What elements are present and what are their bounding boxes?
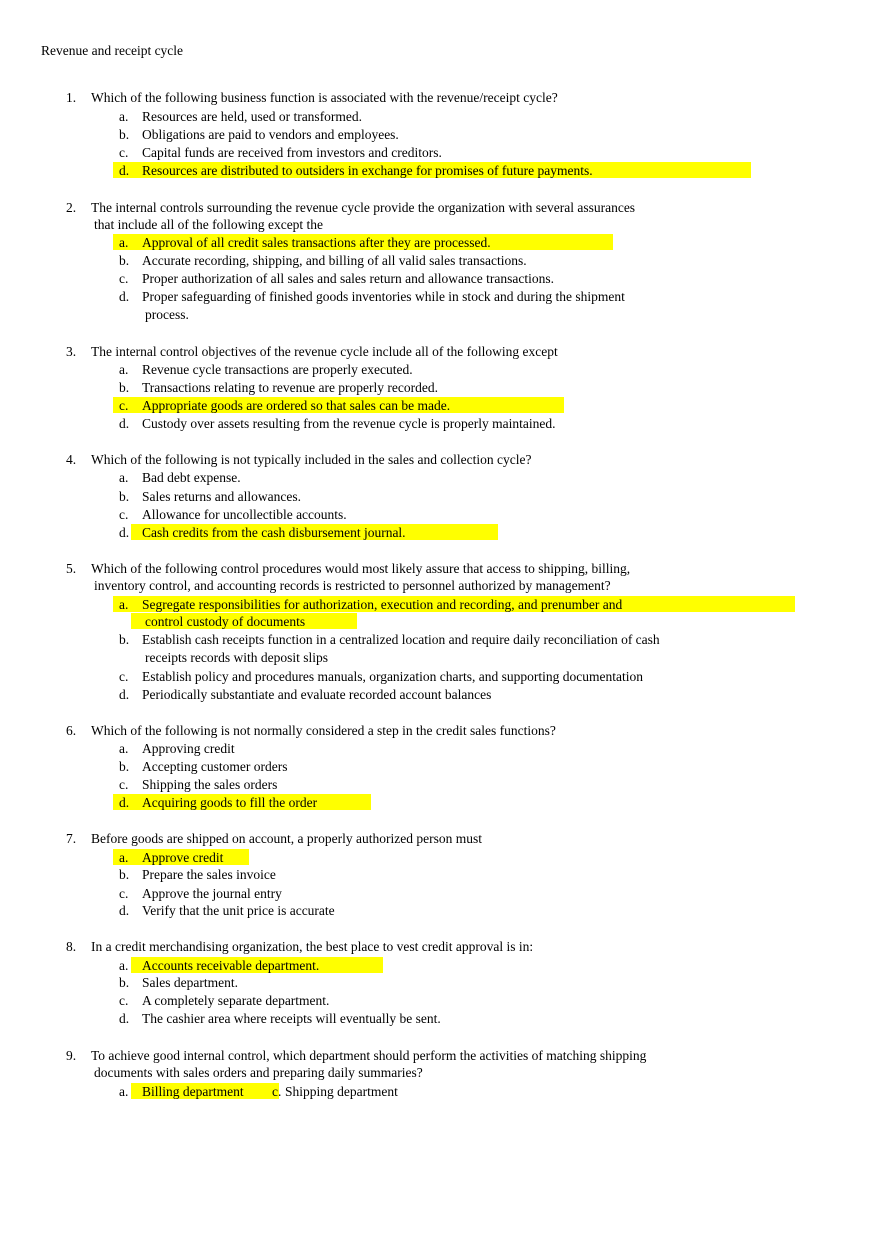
option-text: Sales department. (142, 975, 238, 990)
option-letter: a. (119, 1084, 129, 1099)
option-text: Obligations are paid to vendors and employees. (142, 127, 399, 142)
option-text: Prepare the sales invoice (142, 867, 276, 882)
option-text: Proper authorization of all sales and sales return and allowance transactions. (142, 271, 554, 286)
option-letter: a. (119, 109, 129, 124)
question-number: 8. (66, 939, 77, 954)
option-text: Transactions relating to revenue are properly recorded. (142, 380, 439, 395)
question-number: 7. (66, 831, 77, 846)
option-letter: a. (119, 958, 129, 973)
option-text: Approve credit (142, 850, 224, 865)
option-text: receipts records with deposit slips (145, 650, 328, 665)
question-text: Which of the following is not typically included in the sales and collection cycle? (91, 452, 532, 467)
option-text: Allowance for uncollectible accounts. (142, 507, 347, 522)
option-text: Acquiring goods to fill the order (142, 795, 318, 810)
option-letter: d. (119, 687, 130, 702)
question-text: The internal control objectives of the revenue cycle include all of the following except (91, 344, 558, 359)
question-number: 4. (66, 452, 77, 467)
option-text: control custody of documents (145, 614, 306, 629)
option-letter: b. (119, 489, 130, 504)
option-text: Accounts receivable department. (142, 958, 320, 973)
question-number: 1. (66, 90, 77, 105)
question-text: Which of the following control procedures would most likely assure that access to shipping, billing, (91, 561, 631, 576)
option-text: Establish policy and procedures manuals, organization charts, and supporting documentation (142, 669, 644, 684)
option-text: process. (145, 307, 189, 322)
option-text: Revenue cycle transactions are properly executed. (142, 362, 413, 377)
option-letter: d. (119, 903, 130, 918)
option-letter: b. (119, 380, 130, 395)
option-letter: c. (119, 669, 129, 684)
option-letter: c. (119, 271, 129, 286)
option-text: Resources are distributed to outsiders in exchange for promises of future payments. (142, 163, 593, 178)
option-text: Billing department (142, 1084, 244, 1099)
option-letter: d. (119, 525, 130, 540)
question-text: To achieve good internal control, which department should perform the activities of matching shipping (91, 1048, 647, 1063)
option-letter: a. (119, 235, 129, 250)
option-letter: d. (119, 289, 130, 304)
option-letter: d. (119, 1011, 130, 1026)
question-number: 9. (66, 1048, 77, 1063)
option-text: Proper safeguarding of finished goods inventories while in stock and during the shipment (142, 289, 625, 304)
question-text: that include all of the following except the (94, 217, 324, 232)
question-number: 3. (66, 344, 77, 359)
question-number: 5. (66, 561, 77, 576)
option-text: The cashier area where receipts will eventually be sent. (142, 1011, 441, 1026)
option-text: Shipping the sales orders (142, 777, 278, 792)
option-letter: d. (119, 416, 130, 431)
option-letter: b. (119, 632, 130, 647)
option-letter: a. (119, 362, 129, 377)
option-text: Verify that the unit price is accurate (142, 903, 335, 918)
option-text: Custody over assets resulting from the revenue cycle is properly maintained. (142, 416, 556, 431)
option-letter: c. (119, 777, 129, 792)
question-text: In a credit merchandising organization, the best place to vest credit approval is in: (91, 939, 534, 954)
option-letter: a. (119, 597, 129, 612)
option-text: Resources are held, used or transformed. (142, 109, 363, 124)
option-text: Appropriate goods are ordered so that sales can be made. (142, 398, 451, 413)
document-title: Revenue and receipt cycle (41, 43, 184, 58)
option-letter: c. (119, 507, 129, 522)
option-letter: a. (119, 850, 129, 865)
question-text: Which of the following business function is associated with the revenue/receipt cycle? (91, 90, 558, 105)
option-text: Periodically substantiate and evaluate recorded account balances (142, 687, 492, 702)
option-text: Shipping department (285, 1084, 398, 1099)
option-letter: d. (119, 163, 130, 178)
option-letter: b. (119, 975, 130, 990)
option-text: Bad debt expense. (142, 470, 241, 485)
option-text: Approval of all credit sales transactions after they are processed. (142, 235, 491, 250)
question-text: documents with sales orders and preparing daily summaries? (94, 1065, 423, 1080)
option-letter: c. (272, 1084, 282, 1099)
option-letter: a. (119, 741, 129, 756)
option-text: Approving credit (142, 741, 235, 756)
option-letter: d. (119, 795, 130, 810)
question-number: 2. (66, 200, 77, 215)
option-letter: c. (119, 993, 129, 1008)
option-letter: b. (119, 127, 130, 142)
question-text: inventory control, and accounting records is restricted to personnel authorized by management? (94, 578, 611, 593)
option-letter: c. (119, 886, 129, 901)
option-letter: b. (119, 867, 130, 882)
question-number: 6. (66, 723, 77, 738)
option-text: Accepting customer orders (142, 759, 288, 774)
option-letter: b. (119, 759, 130, 774)
option-letter: c. (119, 398, 129, 413)
question-text: The internal controls surrounding the revenue cycle provide the organization with several assurances (91, 200, 636, 215)
option-letter: c. (119, 145, 129, 160)
option-text: Segregate responsibilities for authorization, execution and recording, and prenumber and (142, 597, 623, 612)
question-text: Which of the following is not normally considered a step in the credit sales functions? (91, 723, 556, 738)
option-text: Capital funds are received from investors and creditors. (142, 145, 442, 160)
option-text: Sales returns and allowances. (142, 489, 301, 504)
option-letter: b. (119, 253, 130, 268)
question-text: Before goods are shipped on account, a properly authorized person must (91, 831, 483, 846)
option-text: Cash credits from the cash disbursement journal. (142, 525, 406, 540)
option-text: Establish cash receipts function in a centralized location and require daily reconciliation of cash (142, 632, 660, 647)
option-text: A completely separate department. (142, 993, 330, 1008)
option-text: Accurate recording, shipping, and billing of all valid sales transactions. (142, 253, 527, 268)
option-text: Approve the journal entry (142, 886, 282, 901)
option-letter: a. (119, 470, 129, 485)
